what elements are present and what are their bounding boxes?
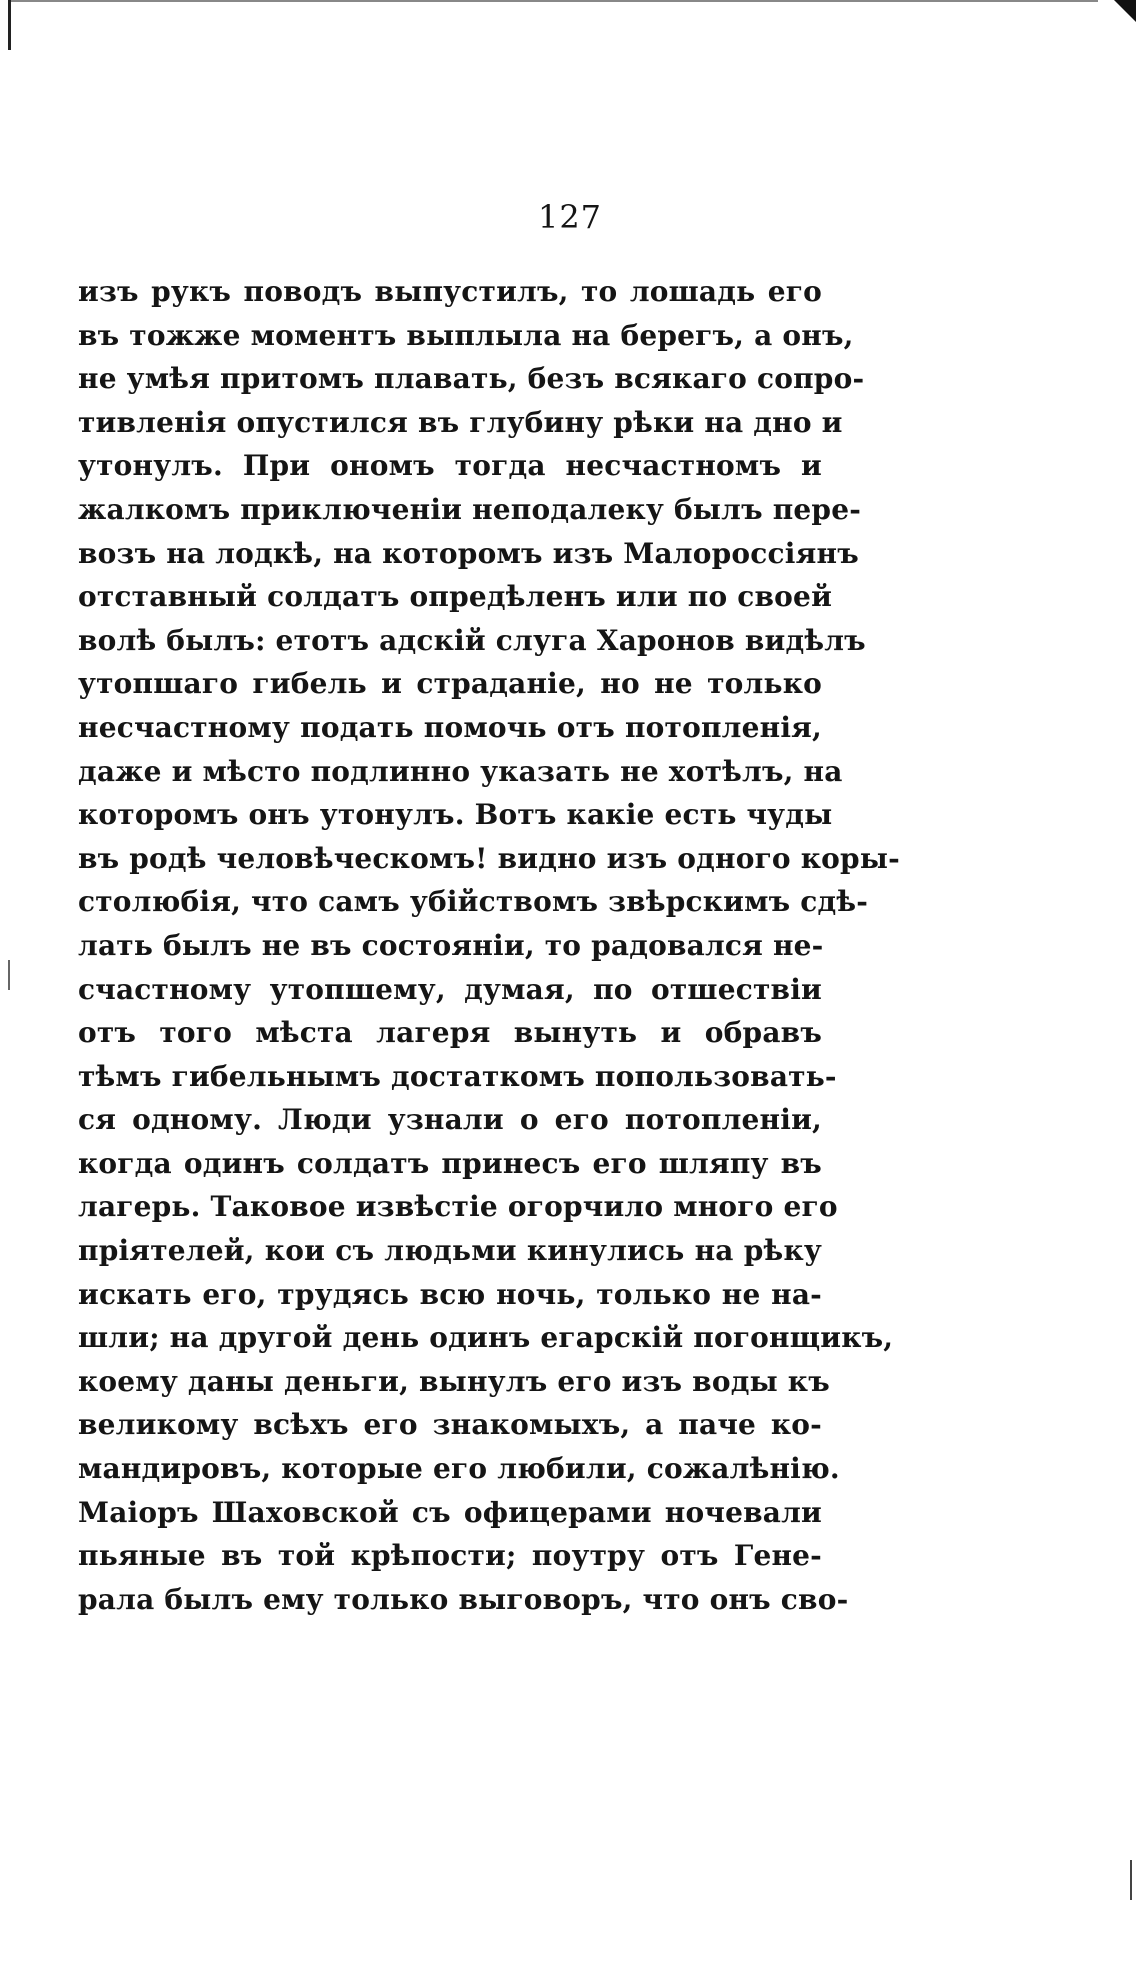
text-line: которомъ онъ утонулъ. Вотъ какіе есть чуды: [78, 798, 833, 832]
text-line: когда одинъ солдатъ принесъ его шляпу въ: [78, 1146, 822, 1180]
text-line: мандировъ, которые его любили, сожалѣнію.: [78, 1452, 840, 1486]
text-line: даже и мѣсто подлинно указать не хотѣлъ, на: [78, 754, 843, 788]
text-line: отъ того мѣста лагеря вынуть и обравъ: [78, 1016, 822, 1050]
scan-corner-mark: [1114, 0, 1136, 22]
text-line: отставный солдатъ опредѣленъ или по своей: [78, 580, 833, 614]
body-text: [78, 270, 900, 1621]
text-line: пріятелей, кои съ людьми кинулись на рѣку: [78, 1234, 822, 1268]
text-line: утопшаго гибель и страданіе, но не только: [78, 667, 822, 701]
text-line: въ тожже моментъ выплыла на берегъ, а онъ,: [78, 318, 854, 352]
text-line: несчастному подать помочь отъ потопленія,: [78, 710, 822, 744]
text-line: волѣ былъ: етотъ адскій слуга Харонов видѣлъ: [78, 623, 866, 657]
text-line: искать его, трудясь всю ночь, только не на-: [78, 1277, 822, 1311]
scan-border-left: [8, 0, 11, 50]
text-line: шли; на другой день одинъ егарскій погонщикъ,: [78, 1321, 894, 1355]
text-line: пьяные въ той крѣпости; поутру отъ Гене-: [78, 1539, 822, 1573]
text-line: Маіоръ Шаховской съ офицерами ночевали: [78, 1495, 822, 1529]
text-line: изъ рукъ поводъ выпустилъ, то лошадь его: [78, 275, 822, 308]
text-line: лать былъ не въ состояніи, то радовался не-: [78, 928, 824, 962]
text-line: коему даны деньги, вынулъ его изъ воды къ: [78, 1364, 830, 1398]
text-line: въ родѣ человѣческомъ! видно изъ одного коры-: [78, 841, 900, 875]
text-line: лагерь. Таковое извѣстіе огорчило много его: [78, 1190, 838, 1224]
text-line: счастному утопшему, думая, по отшествіи: [78, 972, 822, 1006]
text-line: утонулъ. При ономъ тогда несчастномъ и: [78, 449, 822, 483]
page-number: 127: [537, 198, 603, 236]
scan-border-top: [8, 0, 1098, 2]
text-line: тѣмъ гибельнымъ достаткомъ попользовать-: [78, 1059, 837, 1093]
text-line: не умѣя притомъ плавать, безъ всякаго сопро-: [78, 362, 865, 396]
text-line: рала былъ ему только выговоръ, что онъ сво-: [78, 1582, 849, 1616]
scan-edge-mark-left: [8, 960, 10, 990]
text-line: великому всѣхъ его знакомыхъ, а паче ко-: [78, 1408, 822, 1442]
text-line: возъ на лодкѣ, на которомъ изъ Малороссіянъ: [78, 536, 859, 570]
text-line: ся одному. Люди узнали о его потопленіи,: [78, 1103, 822, 1137]
text-line: столюбія, что самъ убійствомъ звѣрскимъ сдѣ-: [78, 885, 869, 919]
text-line: тивленія опустился въ глубину рѣки на дно и: [78, 405, 843, 439]
scan-edge-mark-right: [1130, 1860, 1132, 1900]
text-line: жалкомъ приключеніи неподалеку былъ пере-: [78, 492, 862, 526]
